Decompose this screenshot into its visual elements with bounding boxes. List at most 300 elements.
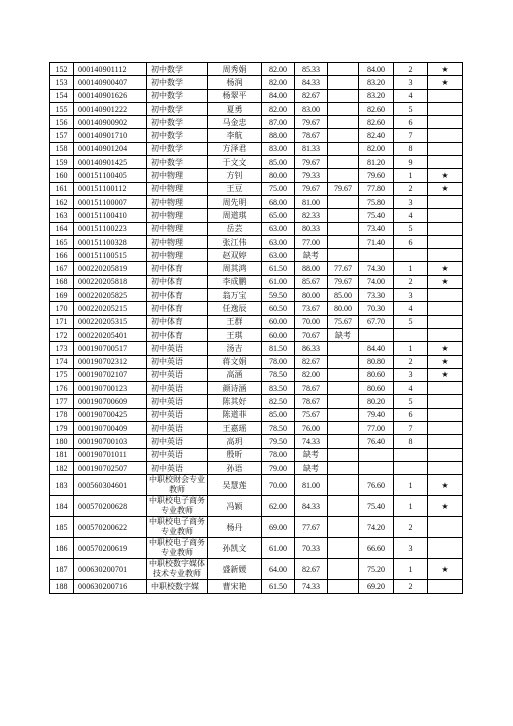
skill-score: [328, 496, 359, 517]
rank: 5: [394, 102, 428, 115]
total-score: 66.60: [359, 538, 394, 559]
candidate-name: 王群: [208, 315, 262, 328]
rank: 8: [394, 142, 428, 155]
skill-score: 85.00: [328, 289, 359, 302]
rank: [394, 249, 428, 262]
total-score: 74.30: [359, 262, 394, 275]
written-score: 60.00: [262, 315, 295, 328]
qualified-star-icon: [428, 289, 463, 302]
interview-score: 82.67: [295, 355, 328, 368]
table-row: [50, 275, 463, 288]
candidate-name: 陈其好: [208, 395, 262, 408]
interview-score: 85.67: [295, 275, 328, 288]
table-row: [50, 368, 463, 381]
total-score: 80.80: [359, 355, 394, 368]
written-score: 88.00: [262, 129, 295, 142]
interview-score: 80.33: [295, 222, 328, 235]
written-score: 63.00: [262, 235, 295, 248]
total-score: 70.30: [359, 302, 394, 315]
total-score: 67.70: [359, 315, 394, 328]
position: 初中物理: [147, 222, 208, 235]
total-score: 76.40: [359, 435, 394, 448]
written-score: 63.00: [262, 222, 295, 235]
skill-score: [328, 249, 359, 262]
row-number: 178: [50, 408, 74, 421]
position: 初中物理: [147, 209, 208, 222]
score-table-body: [50, 63, 463, 594]
qualified-star-icon: [428, 222, 463, 235]
position: 初中数学: [147, 142, 208, 155]
position: 初中英语: [147, 461, 208, 474]
qualified-star-icon: [428, 435, 463, 448]
interview-score: 79.67: [295, 116, 328, 129]
exam-id: 000560304601: [74, 475, 147, 496]
exam-id: 000151100410: [74, 209, 147, 222]
total-score: [359, 448, 394, 461]
interview-score: 83.00: [295, 102, 328, 115]
total-score: 82.00: [359, 142, 394, 155]
row-number: 184: [50, 496, 74, 517]
rank: 6: [394, 235, 428, 248]
written-score: 61.00: [262, 538, 295, 559]
candidate-name: 吴慧莲: [208, 475, 262, 496]
total-score: 82.60: [359, 116, 394, 129]
rank: 3: [394, 368, 428, 381]
candidate-name: 王琪: [208, 328, 262, 341]
table-row: [50, 475, 463, 496]
exam-id: 000630200716: [74, 580, 147, 593]
exam-id: 000570200619: [74, 538, 147, 559]
written-score: 62.00: [262, 496, 295, 517]
candidate-name: 马金忠: [208, 116, 262, 129]
table-row: [50, 342, 463, 355]
skill-score: [328, 422, 359, 435]
skill-score: [328, 169, 359, 182]
table-row: [50, 222, 463, 235]
position: 初中英语: [147, 368, 208, 381]
candidate-name: 高涵: [208, 368, 262, 381]
rank: [394, 461, 428, 474]
interview-score: 82.33: [295, 209, 328, 222]
row-number: 171: [50, 315, 74, 328]
rank: 1: [394, 559, 428, 580]
interview-score: 76.00: [295, 422, 328, 435]
interview-score: 79.33: [295, 169, 328, 182]
candidate-name: 杨翠平: [208, 89, 262, 102]
total-score: 74.00: [359, 275, 394, 288]
qualified-star-icon: ★: [428, 182, 463, 195]
interview-score: 70.67: [295, 328, 328, 341]
written-score: 78.00: [262, 448, 295, 461]
candidate-name: 周道琪: [208, 209, 262, 222]
skill-score: [328, 209, 359, 222]
skill-score: [328, 538, 359, 559]
written-score: 78.50: [262, 368, 295, 381]
row-number: 172: [50, 328, 74, 341]
table-row: [50, 289, 463, 302]
interview-score: 78.67: [295, 395, 328, 408]
skill-score: [328, 408, 359, 421]
exam-id: 000190700123: [74, 382, 147, 395]
row-number: 157: [50, 129, 74, 142]
skill-score: [328, 76, 359, 89]
qualified-star-icon: ★: [428, 559, 463, 580]
exam-id: 000220205819: [74, 262, 147, 275]
rank: 3: [394, 195, 428, 208]
qualified-star-icon: [428, 422, 463, 435]
row-number: 164: [50, 222, 74, 235]
interview-score: 82.00: [295, 368, 328, 381]
skill-score: [328, 235, 359, 248]
exam-id: 000140901710: [74, 129, 147, 142]
qualified-star-icon: [428, 156, 463, 169]
written-score: 61.50: [262, 580, 295, 593]
skill-score: [328, 395, 359, 408]
rank: 5: [394, 395, 428, 408]
table-row: [50, 262, 463, 275]
written-score: 82.50: [262, 395, 295, 408]
written-score: 80.00: [262, 169, 295, 182]
skill-score: [328, 355, 359, 368]
exam-id: 000220205401: [74, 328, 147, 341]
row-number: 155: [50, 102, 74, 115]
exam-id: 000151100007: [74, 195, 147, 208]
qualified-star-icon: ★: [428, 169, 463, 182]
skill-score: [328, 580, 359, 593]
position: 初中英语: [147, 342, 208, 355]
row-number: 159: [50, 156, 74, 169]
total-score: 77.80: [359, 182, 394, 195]
skill-score: 79.67: [328, 275, 359, 288]
candidate-name: 蒋文娟: [208, 355, 262, 368]
row-number: 152: [50, 63, 74, 76]
skill-score: [328, 475, 359, 496]
position: 初中英语: [147, 422, 208, 435]
rank: 9: [394, 156, 428, 169]
skill-score: [328, 89, 359, 102]
rank: 2: [394, 182, 428, 195]
written-score: 61.00: [262, 275, 295, 288]
candidate-name: 高玥: [208, 435, 262, 448]
qualified-star-icon: [428, 102, 463, 115]
position: 初中体育: [147, 328, 208, 341]
interview-score: 缺考: [295, 461, 328, 474]
written-score: 78.00: [262, 355, 295, 368]
qualified-star-icon: [428, 116, 463, 129]
interview-score: 缺考: [295, 249, 328, 262]
rank: 8: [394, 435, 428, 448]
skill-score: 80.00: [328, 302, 359, 315]
row-number: 158: [50, 142, 74, 155]
rank: 4: [394, 209, 428, 222]
row-number: 165: [50, 235, 74, 248]
written-score: 78.50: [262, 422, 295, 435]
position: 初中英语: [147, 448, 208, 461]
qualified-star-icon: [428, 461, 463, 474]
candidate-name: 王嘉瑶: [208, 422, 262, 435]
total-score: 84.40: [359, 342, 394, 355]
position: 初中数学: [147, 76, 208, 89]
skill-score: 77.67: [328, 262, 359, 275]
position: 初中数学: [147, 102, 208, 115]
total-score: 83.20: [359, 76, 394, 89]
interview-score: 88.00: [295, 262, 328, 275]
written-score: 64.00: [262, 559, 295, 580]
position: 初中英语: [147, 355, 208, 368]
row-number: 180: [50, 435, 74, 448]
table-row: [50, 156, 463, 169]
rank: 4: [394, 89, 428, 102]
row-number: 176: [50, 382, 74, 395]
table-row: [50, 448, 463, 461]
position: 初中体育: [147, 262, 208, 275]
rank: 4: [394, 302, 428, 315]
candidate-name: 曹宋艳: [208, 580, 262, 593]
rank: 2: [394, 517, 428, 538]
candidate-name: 冯颖: [208, 496, 262, 517]
position: 初中数学: [147, 63, 208, 76]
qualified-star-icon: ★: [428, 76, 463, 89]
qualified-star-icon: ★: [428, 262, 463, 275]
written-score: 83.00: [262, 142, 295, 155]
table-row: [50, 517, 463, 538]
rank: 3: [394, 289, 428, 302]
skill-score: [328, 435, 359, 448]
qualified-star-icon: ★: [428, 275, 463, 288]
qualified-star-icon: [428, 129, 463, 142]
exam-id: 000151100112: [74, 182, 147, 195]
written-score: 68.00: [262, 195, 295, 208]
position: 初中英语: [147, 435, 208, 448]
total-score: 77.00: [359, 422, 394, 435]
row-number: 186: [50, 538, 74, 559]
written-score: 83.50: [262, 382, 295, 395]
exam-id: 000190701011: [74, 448, 147, 461]
total-score: 79.40: [359, 408, 394, 421]
exam-id: 000570200628: [74, 496, 147, 517]
candidate-name: 汤吉: [208, 342, 262, 355]
table-row: [50, 182, 463, 195]
written-score: 60.00: [262, 328, 295, 341]
candidate-name: 颜诗涵: [208, 382, 262, 395]
written-score: 85.00: [262, 408, 295, 421]
skill-score: 79.67: [328, 182, 359, 195]
row-number: 183: [50, 475, 74, 496]
skill-score: [328, 156, 359, 169]
total-score: 84.00: [359, 63, 394, 76]
row-number: 188: [50, 580, 74, 593]
exam-id: 000220205215: [74, 302, 147, 315]
candidate-name: 李航: [208, 129, 262, 142]
total-score: 76.60: [359, 475, 394, 496]
rank: 7: [394, 422, 428, 435]
rank: 2: [394, 275, 428, 288]
qualified-star-icon: ★: [428, 368, 463, 381]
table-row: [50, 435, 463, 448]
row-number: 166: [50, 249, 74, 262]
skill-score: [328, 116, 359, 129]
rank: 2: [394, 63, 428, 76]
qualified-star-icon: [428, 328, 463, 341]
table-row: [50, 315, 463, 328]
qualified-star-icon: ★: [428, 475, 463, 496]
row-number: 156: [50, 116, 74, 129]
total-score: 80.60: [359, 382, 394, 395]
exam-id: 000190700409: [74, 422, 147, 435]
written-score: 82.00: [262, 76, 295, 89]
interview-score: 78.67: [295, 129, 328, 142]
interview-score: 85.33: [295, 63, 328, 76]
total-score: 79.60: [359, 169, 394, 182]
table-row: [50, 89, 463, 102]
candidate-name: 周其鸿: [208, 262, 262, 275]
position: 中职校财会专业教师: [147, 475, 208, 496]
rank: 2: [394, 355, 428, 368]
total-score: 69.20: [359, 580, 394, 593]
candidate-name: 夏勇: [208, 102, 262, 115]
written-score: 79.00: [262, 461, 295, 474]
total-score: 75.40: [359, 496, 394, 517]
position: 初中数学: [147, 129, 208, 142]
written-score: 81.50: [262, 342, 295, 355]
interview-score: 70.00: [295, 315, 328, 328]
interview-score: 84.33: [295, 496, 328, 517]
qualified-star-icon: [428, 382, 463, 395]
table-row: [50, 302, 463, 315]
position: 初中体育: [147, 289, 208, 302]
row-number: 167: [50, 262, 74, 275]
candidate-name: 陈道菲: [208, 408, 262, 421]
row-number: 185: [50, 517, 74, 538]
table-row: [50, 382, 463, 395]
total-score: 80.20: [359, 395, 394, 408]
candidate-name: 方泽君: [208, 142, 262, 155]
exam-id: 000630200701: [74, 559, 147, 580]
rank: 6: [394, 408, 428, 421]
interview-score: 82.67: [295, 89, 328, 102]
interview-score: 79.67: [295, 156, 328, 169]
position: 初中数学: [147, 156, 208, 169]
exam-id: 000220205818: [74, 275, 147, 288]
position: 中职校电子商务专业教师: [147, 517, 208, 538]
table-row: [50, 328, 463, 341]
skill-score: [328, 368, 359, 381]
interview-score: 78.67: [295, 382, 328, 395]
table-row: [50, 76, 463, 89]
exam-id: 000151100223: [74, 222, 147, 235]
exam-id: 000190702312: [74, 355, 147, 368]
interview-score: 70.33: [295, 538, 328, 559]
position: 初中数学: [147, 89, 208, 102]
candidate-name: 盛新媛: [208, 559, 262, 580]
candidate-name: 任逸辰: [208, 302, 262, 315]
position: 中职校电子商务专业教师: [147, 538, 208, 559]
exam-id: 000140901204: [74, 142, 147, 155]
qualified-star-icon: [428, 448, 463, 461]
qualified-star-icon: [428, 142, 463, 155]
position: 初中体育: [147, 275, 208, 288]
exam-id: 000151100405: [74, 169, 147, 182]
rank: 5: [394, 222, 428, 235]
candidate-name: 杨丹: [208, 517, 262, 538]
rank: 3: [394, 76, 428, 89]
interview-score: 75.67: [295, 408, 328, 421]
exam-id: 000140901222: [74, 102, 147, 115]
skill-score: [328, 559, 359, 580]
qualified-star-icon: [428, 235, 463, 248]
position: 初中英语: [147, 408, 208, 421]
qualified-star-icon: ★: [428, 496, 463, 517]
interview-score: 74.33: [295, 580, 328, 593]
position: 初中体育: [147, 315, 208, 328]
table-row: [50, 169, 463, 182]
row-number: 173: [50, 342, 74, 355]
candidate-name: 方钊: [208, 169, 262, 182]
candidate-name: 翁万宝: [208, 289, 262, 302]
row-number: 177: [50, 395, 74, 408]
exam-id: 000190702107: [74, 368, 147, 381]
qualified-star-icon: [428, 408, 463, 421]
exam-id: 000140901112: [74, 63, 147, 76]
rank: 2: [394, 580, 428, 593]
row-number: 187: [50, 559, 74, 580]
skill-score: [328, 142, 359, 155]
rank: 1: [394, 169, 428, 182]
interview-score: 81.33: [295, 142, 328, 155]
row-number: 154: [50, 89, 74, 102]
written-score: 65.00: [262, 209, 295, 222]
candidate-name: 于文文: [208, 156, 262, 169]
table-row: [50, 538, 463, 559]
candidate-name: 杨润: [208, 76, 262, 89]
table-row: [50, 422, 463, 435]
written-score: 82.00: [262, 102, 295, 115]
candidate-name: 李成鹏: [208, 275, 262, 288]
total-score: 81.20: [359, 156, 394, 169]
position: 初中英语: [147, 395, 208, 408]
skill-score: [328, 102, 359, 115]
table-row: [50, 209, 463, 222]
skill-score: [328, 382, 359, 395]
interview-score: 74.33: [295, 435, 328, 448]
candidate-name: 张江伟: [208, 235, 262, 248]
written-score: 70.00: [262, 475, 295, 496]
written-score: 59.50: [262, 289, 295, 302]
candidate-name: 王豆: [208, 182, 262, 195]
skill-score: [328, 517, 359, 538]
table-row: [50, 395, 463, 408]
total-score: 82.60: [359, 102, 394, 115]
skill-score: [328, 129, 359, 142]
interview-score: 79.67: [295, 182, 328, 195]
skill-score: [328, 448, 359, 461]
rank: 3: [394, 538, 428, 559]
total-score: 74.20: [359, 517, 394, 538]
exam-id: 000220205825: [74, 289, 147, 302]
table-row: [50, 559, 463, 580]
rank: 1: [394, 496, 428, 517]
total-score: 80.60: [359, 368, 394, 381]
candidate-name: 赵双婷: [208, 249, 262, 262]
position: 中职校电子商务专业教师: [147, 496, 208, 517]
candidate-name: 岳芸: [208, 222, 262, 235]
skill-score: 缺考: [328, 328, 359, 341]
total-score: 83.20: [359, 89, 394, 102]
total-score: 82.40: [359, 129, 394, 142]
interview-score: 77.00: [295, 235, 328, 248]
position: 初中英语: [147, 382, 208, 395]
table-row: [50, 195, 463, 208]
